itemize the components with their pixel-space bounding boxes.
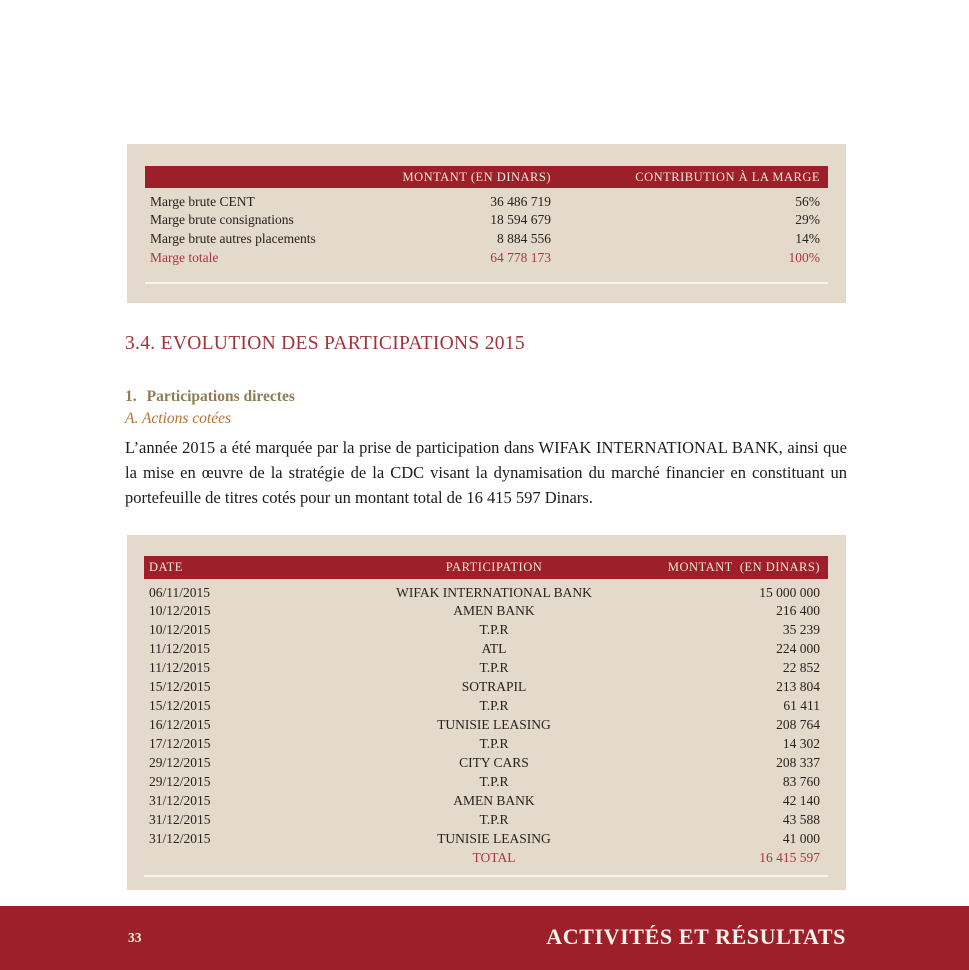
margin-table-row — [145, 229, 828, 248]
participation-cell-name: T.P.R — [479, 621, 509, 637]
participation-cell-date: 10/12/2015 — [149, 621, 211, 637]
margin-header-empty — [145, 166, 377, 188]
participation-cell-date: 29/12/2015 — [149, 773, 211, 789]
participation-cell-montant: 43 588 — [782, 811, 820, 827]
participation-table-row — [144, 715, 828, 734]
participations-header-participation: PARTICIPATION — [445, 560, 543, 574]
participation-cell-name: T.P.R — [479, 697, 509, 713]
margin-header-contribution: CONTRIBUTION À LA MARGE — [635, 169, 820, 184]
margin-header-montant: MONTANT (EN DINARS) — [402, 169, 551, 184]
margin-cell-label: Marge brute autres placements — [150, 230, 316, 246]
participation-table-row — [144, 579, 828, 601]
participation-cell-name: SOTRAPIL — [461, 678, 527, 694]
margin-table-header-row — [145, 166, 828, 188]
participation-cell-date: 31/12/2015 — [149, 811, 211, 827]
participation-table-row — [144, 772, 828, 791]
participation-cell-name: AMEN BANK — [453, 792, 535, 808]
margin-cell-contribution: 100% — [788, 249, 820, 265]
participation-cell-date: 17/12/2015 — [149, 735, 211, 751]
participation-cell-montant: 22 852 — [782, 659, 820, 675]
participation-cell-name: ATL — [481, 640, 507, 656]
total-cell-label: TOTAL — [472, 849, 516, 865]
participation-table-row — [144, 753, 828, 772]
margin-cell-montant: 8 884 556 — [497, 230, 551, 246]
margin-cell-contribution: 56% — [795, 194, 820, 209]
margin-summary-table — [127, 144, 846, 303]
participation-cell-montant: 35 239 — [782, 621, 820, 637]
margin-cell-contribution: 29% — [795, 211, 820, 227]
margin-table-row — [145, 248, 828, 267]
participation-table-row — [144, 601, 828, 620]
participation-cell-name: WIFAK INTERNATIONAL BANK — [396, 585, 592, 600]
margin-cell-label: Marge brute consignations — [150, 211, 294, 227]
margin-cell-contribution: 14% — [795, 230, 820, 246]
participation-table-row — [144, 829, 828, 848]
participations-grid — [144, 556, 828, 867]
section-heading: 3.4. EVOLUTION DES PARTICIPATIONS 2015 — [125, 333, 525, 354]
participation-cell-name: T.P.R — [479, 735, 509, 751]
participation-cell-date: 06/11/2015 — [149, 585, 211, 600]
margin-table-row — [145, 210, 828, 229]
body-paragraph: L’année 2015 a été marquée par la prise de participation dans WIFAK INTERNATIONAL BANK, ainsi que la mise en œuvre de la stratégie de la CDC visant la dynamisation du marché financier en constituant un portefeuille de titres cotés pour un montant total de 16 415 597 Dinars. — [125, 438, 847, 507]
participation-cell-montant: 224 000 — [776, 640, 820, 656]
margin-cell-label: Marge totale — [150, 249, 219, 265]
participation-cell-date: 11/12/2015 — [149, 640, 211, 656]
participation-table-row — [144, 696, 828, 715]
participation-cell-montant: 213 804 — [776, 678, 820, 694]
subheading-actions-cotees: A. Actions cotées — [125, 410, 232, 427]
subheading-number: 1. — [125, 388, 137, 405]
margin-summary-grid — [145, 166, 828, 267]
participation-cell-date: 11/12/2015 — [149, 659, 211, 675]
total-cell-empty — [144, 848, 334, 867]
participation-table-row — [144, 734, 828, 753]
participation-cell-date: 29/12/2015 — [149, 754, 211, 770]
participation-cell-montant: 41 000 — [782, 830, 820, 846]
participation-cell-date: 31/12/2015 — [149, 792, 211, 808]
participations-header-date: DATE — [149, 560, 183, 574]
participation-cell-montant: 216 400 — [776, 602, 820, 618]
participation-cell-name: TUNISIE LEASING — [437, 716, 551, 732]
participation-cell-date: 10/12/2015 — [149, 602, 211, 618]
footer-chapter-title: ACTIVITÉS ET RÉSULTATS — [546, 924, 846, 949]
participation-cell-name: T.P.R — [479, 811, 509, 827]
margin-cell-montant: 36 486 719 — [490, 194, 551, 209]
participation-table-row — [144, 810, 828, 829]
margin-cell-montant: 64 778 173 — [490, 249, 551, 265]
participation-cell-name: AMEN BANK — [453, 602, 535, 618]
participation-cell-date: 15/12/2015 — [149, 678, 211, 694]
participation-cell-name: T.P.R — [479, 659, 509, 675]
margin-cell-montant: 18 594 679 — [490, 211, 551, 227]
margin-cell-label: Marge brute CENT — [150, 194, 255, 209]
margin-table-bottom-rule — [145, 282, 828, 284]
subheading-text: Participations directes — [146, 388, 295, 405]
participation-cell-montant: 15 000 000 — [759, 585, 820, 600]
participation-cell-date: 15/12/2015 — [149, 697, 211, 713]
participation-cell-montant: 61 411 — [783, 697, 820, 713]
participation-cell-name: TUNISIE LEASING — [437, 830, 551, 846]
participation-cell-date: 31/12/2015 — [149, 830, 211, 846]
participation-total-row — [144, 848, 828, 867]
participation-cell-date: 16/12/2015 — [149, 716, 211, 732]
participation-cell-montant: 83 760 — [782, 773, 820, 789]
footer-bar — [0, 906, 969, 970]
participation-cell-montant: 14 302 — [782, 735, 820, 751]
participation-cell-name: CITY CARS — [459, 754, 529, 770]
participation-cell-montant: 208 764 — [776, 716, 820, 732]
participations-header-montant: MONTANT (EN DINARS) — [667, 560, 820, 574]
participation-cell-montant: 42 140 — [782, 792, 820, 808]
participation-table-row — [144, 620, 828, 639]
participation-table-row — [144, 639, 828, 658]
participation-table-row — [144, 658, 828, 677]
participations-table-bottom-rule — [144, 875, 828, 877]
participations-table — [127, 535, 846, 890]
total-cell-value: 16 415 597 — [759, 849, 820, 865]
participation-cell-name: T.P.R — [479, 773, 509, 789]
participations-header-row — [144, 556, 828, 579]
participation-table-row — [144, 677, 828, 696]
page-number: 33 — [128, 930, 142, 945]
margin-table-row — [145, 188, 828, 210]
participation-table-row — [144, 791, 828, 810]
participation-cell-montant: 208 337 — [776, 754, 820, 770]
subheading-participations-directes — [125, 388, 295, 406]
